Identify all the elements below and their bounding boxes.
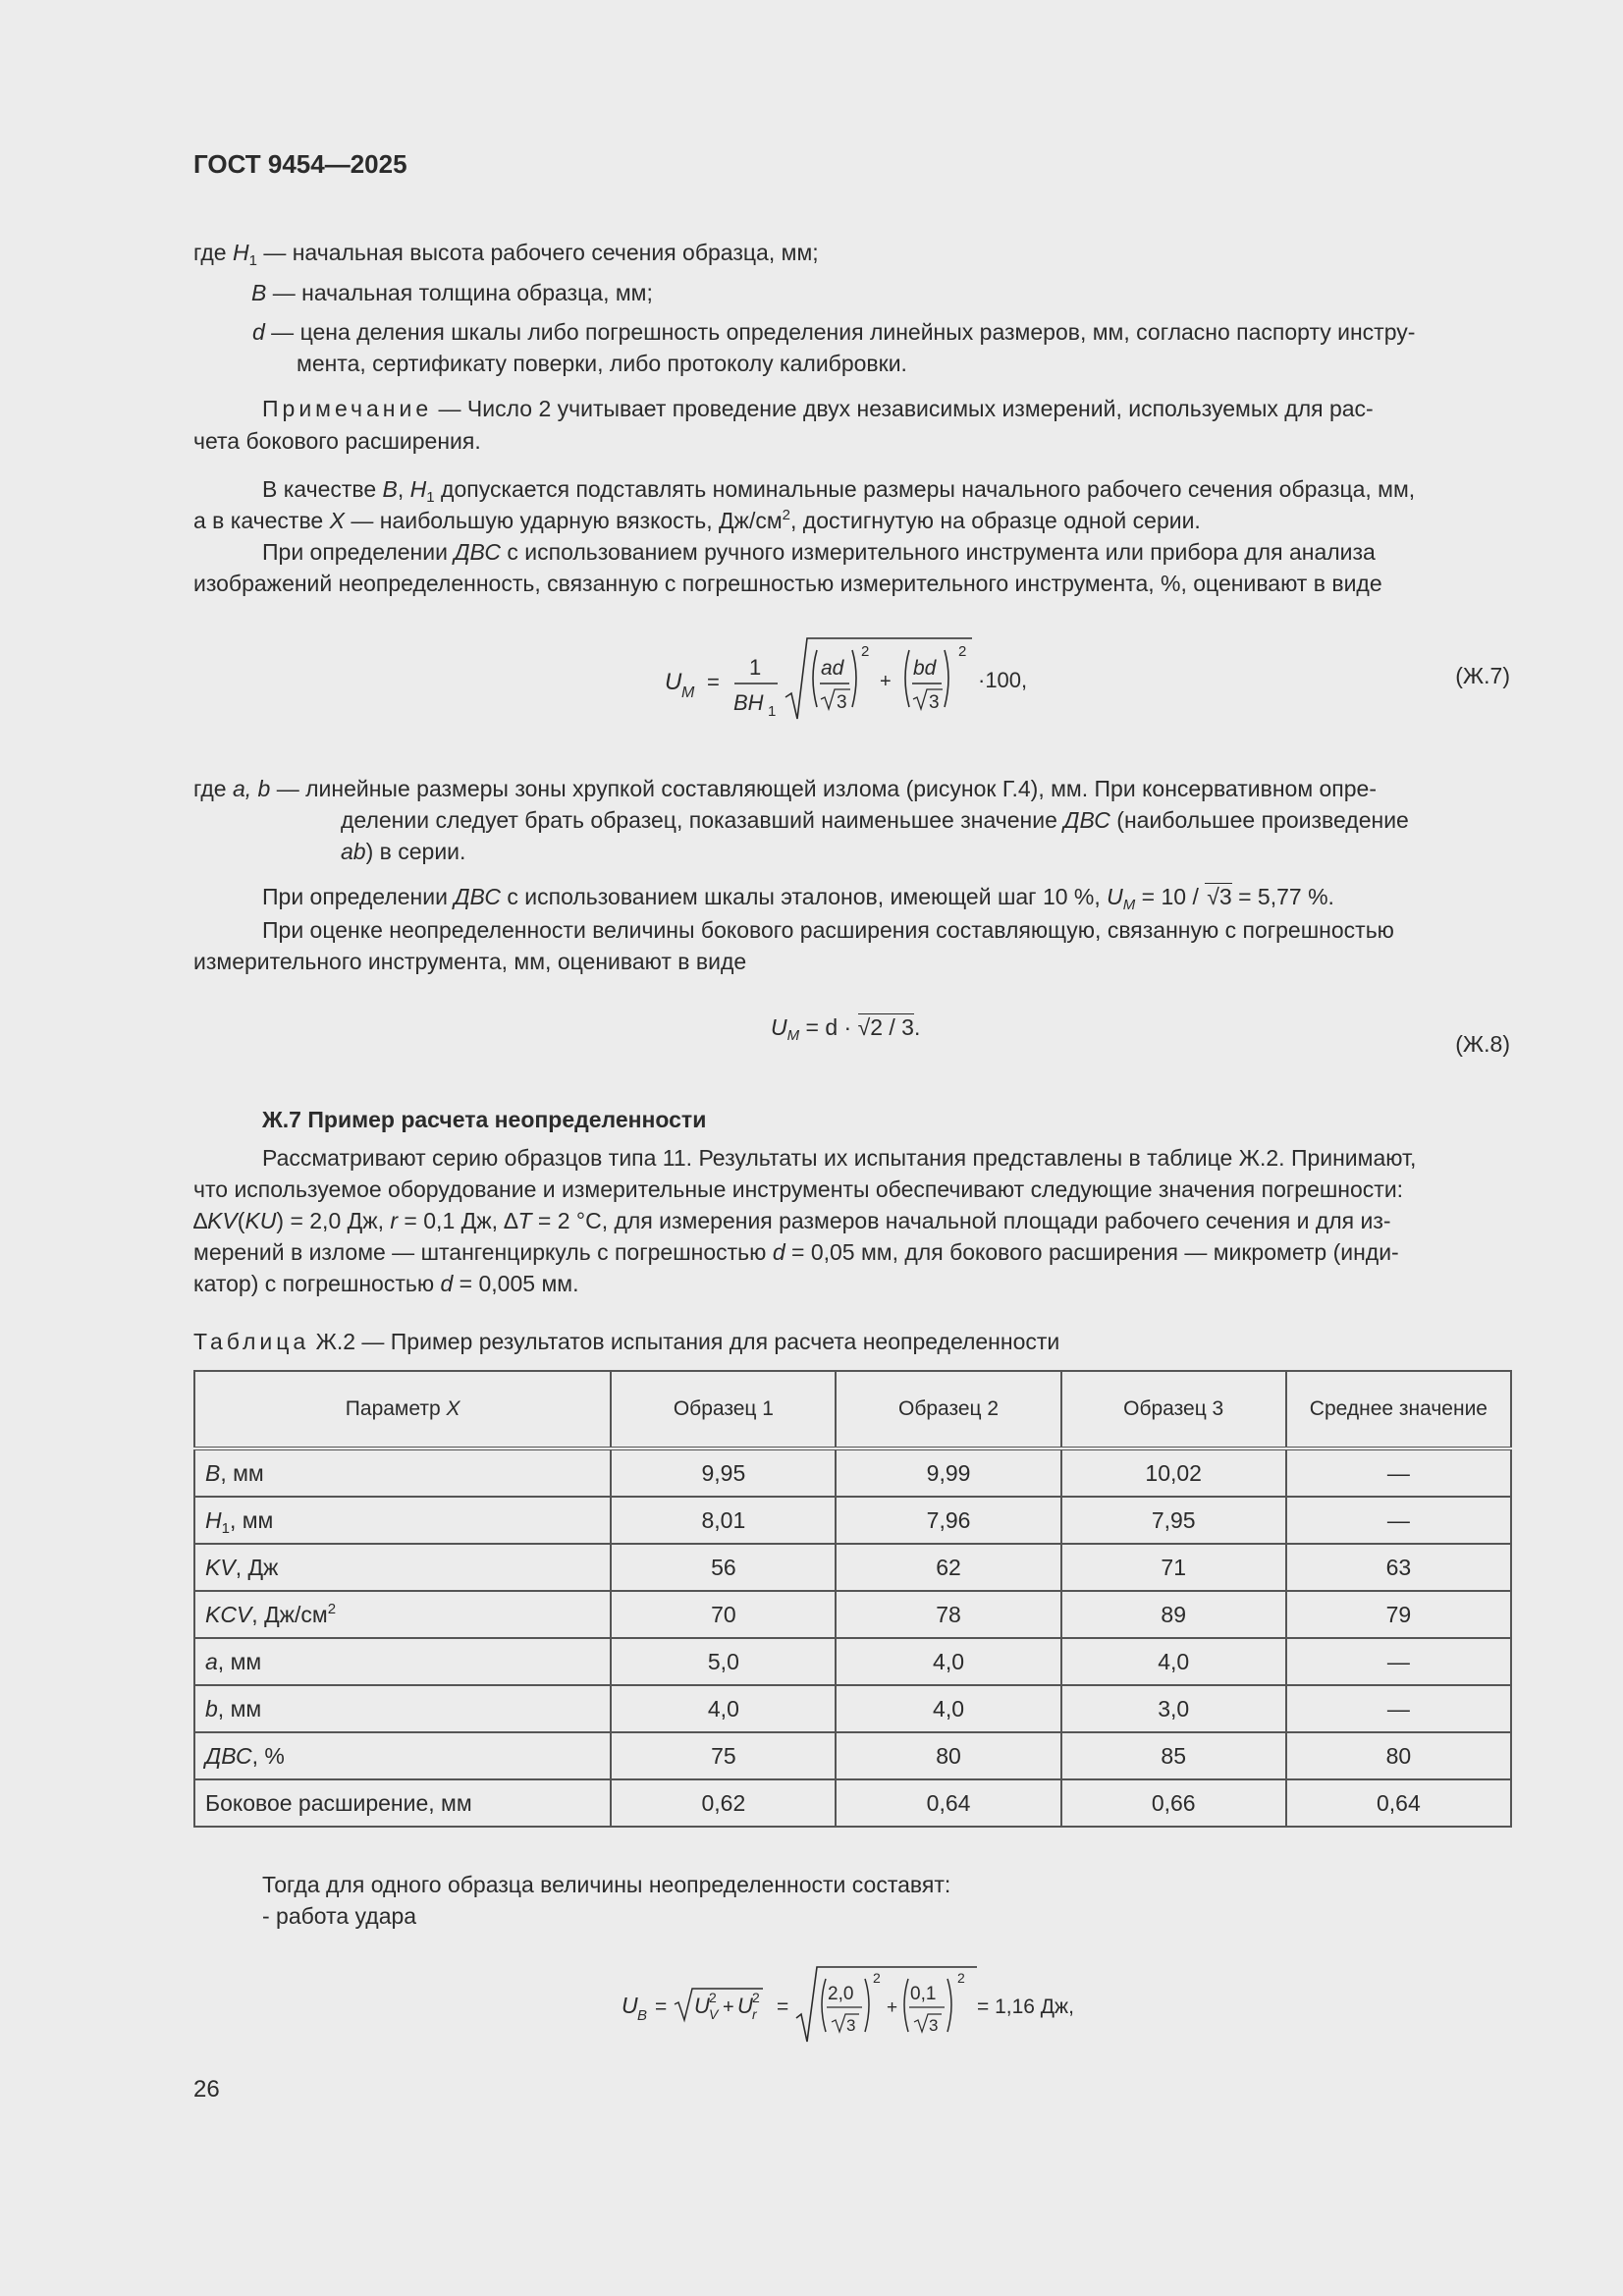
symbol-d: d <box>252 319 265 345</box>
param-txt: , % <box>251 1743 285 1769</box>
param-txt: Боковое расширение, мм <box>205 1790 472 1816</box>
text: ( <box>237 1208 245 1233</box>
table-row <box>194 1544 1511 1591</box>
para5-line5 <box>193 1268 578 1299</box>
value-cell: 0,66 <box>1061 1779 1286 1827</box>
symbol: B <box>382 476 398 502</box>
symbol: d <box>440 1271 454 1296</box>
formula-sub: r <box>752 2006 757 2022</box>
symbol: ДВС <box>454 539 501 565</box>
text: с использованием ручного измерительного инструмента или прибора для анализа <box>500 539 1376 565</box>
param-txt: , мм <box>220 1460 264 1486</box>
definition-ab <box>193 773 1511 804</box>
para2-line1 <box>262 536 1376 568</box>
value-cell: 7,96 <box>836 1497 1060 1544</box>
text: При определении <box>262 884 455 909</box>
formula-ub <box>614 1959 1105 2057</box>
param-txt: , мм <box>217 1649 262 1674</box>
para5-line4 <box>193 1236 1399 1268</box>
definition-text: — начальная толщина образца, мм; <box>266 280 653 305</box>
definition-d <box>252 316 1511 348</box>
value-cell: 4,0 <box>1061 1638 1286 1685</box>
formula-sub: B <box>637 2007 648 2024</box>
formula-pow: 2 <box>861 643 870 660</box>
definition-text: — линейные размеры зоны хрупкой составляющей излома (рисунок Г.4), мм. При консервативном опре- <box>270 776 1378 801</box>
value-cell: 9,95 <box>611 1449 836 1497</box>
radicand: 3 <box>1218 884 1232 909</box>
superscript: 2 <box>782 507 790 523</box>
formula-pow: 2 <box>873 1970 881 1986</box>
formula-den: BH <box>733 690 764 715</box>
text: ∆ <box>193 1208 208 1233</box>
value-cell: 78 <box>836 1591 1060 1638</box>
text: = 10 / <box>1135 884 1206 909</box>
symbol-h: H <box>232 240 249 265</box>
formula-root3: 3 <box>837 692 847 713</box>
text: а в качестве <box>193 508 330 533</box>
formula-pow: 2 <box>752 1990 760 2005</box>
column-header-sample1: Образец 1 <box>611 1371 836 1449</box>
formula-pow: 2 <box>709 1990 717 2005</box>
para1-line2 <box>193 505 1201 536</box>
header-text: Параметр <box>345 1397 447 1420</box>
sqrt-symbol: √3 <box>1207 884 1232 909</box>
symbol-b: B <box>251 280 267 305</box>
value-cell: — <box>1286 1497 1511 1544</box>
para5-line2: что используемое оборудование и измерительные инструменты обеспечивают следующие значения погрешности: <box>193 1176 1404 1202</box>
note-label: Примечание <box>262 396 433 421</box>
table-header-row <box>194 1371 1511 1449</box>
formula-ad: ad <box>821 657 844 680</box>
value-cell: 5,0 <box>611 1638 836 1685</box>
value-cell: 4,0 <box>836 1685 1060 1732</box>
table-row <box>194 1449 1511 1497</box>
table-row <box>194 1497 1511 1544</box>
after-line2: - работа удара <box>262 1903 417 1929</box>
param-sym: KCV <box>205 1602 252 1627</box>
para3 <box>262 881 1334 912</box>
text: = d · <box>799 1014 858 1040</box>
param-txt: , Дж/см <box>251 1602 328 1627</box>
after-line1: Тогда для одного образца величины неопределенности составят: <box>262 1872 951 1897</box>
radicand: 2 / 3 <box>870 1014 914 1040</box>
where-word: где <box>193 776 233 801</box>
text: При определении <box>262 539 455 565</box>
text: с использованием шкалы эталонов, имеющей шаг 10 %, <box>500 884 1108 909</box>
formula-n2: 0,1 <box>910 1984 937 2004</box>
param-cell <box>194 1544 611 1591</box>
text: В качестве <box>262 476 383 502</box>
subscript: M <box>786 1027 800 1044</box>
page-number: 26 <box>193 2076 220 2103</box>
table-row <box>194 1638 1511 1685</box>
value-cell: 8,01 <box>611 1497 836 1544</box>
text: %. <box>1308 884 1334 909</box>
formula-eq: = <box>777 1995 789 2018</box>
text: ) = 2,0 Дж, <box>276 1208 391 1233</box>
value-cell: 85 <box>1061 1732 1286 1779</box>
text: ) в серии. <box>365 839 466 864</box>
param-sym: B <box>205 1460 221 1486</box>
value-cell: 7,95 <box>1061 1497 1286 1544</box>
param-sup: 2 <box>327 1601 337 1617</box>
subscript: 1 <box>426 489 435 506</box>
value-cell: — <box>1286 1638 1511 1685</box>
formula-pow: 2 <box>958 643 967 660</box>
column-header-sample3: Образец 3 <box>1061 1371 1286 1449</box>
where-word: где <box>193 240 227 265</box>
text: — наибольшую ударную вязкость, Дж/см <box>344 508 783 533</box>
caption-label: Таблица <box>193 1329 310 1354</box>
para5-line3 <box>193 1205 1391 1236</box>
para2-line2: изображений неопределенность, связанную с погрешностью измерительного инструмента, %, оценивают в виде <box>193 571 1382 596</box>
param-sym: ДВС <box>205 1743 252 1769</box>
formula-plus: + <box>887 1997 898 2018</box>
column-header-param <box>194 1371 611 1449</box>
formula-root3: 3 <box>846 2016 856 2035</box>
value-cell: 4,0 <box>836 1638 1060 1685</box>
table-row <box>194 1591 1511 1638</box>
para4-line1: При оценке неопределенности величины бокового расширения составляющую, связанную с погрешностью <box>262 917 1394 943</box>
value-cell: 0,64 <box>836 1779 1060 1827</box>
param-sym: a <box>205 1649 218 1674</box>
definition-h1 <box>193 237 819 268</box>
text: допускается подставлять номинальные размеры начального рабочего сечения образца, мм, <box>434 476 1416 502</box>
value-cell: 80 <box>836 1732 1060 1779</box>
param-cell <box>194 1591 611 1638</box>
symbol: KV <box>207 1208 238 1233</box>
formula-lhs: U <box>771 1014 787 1040</box>
text: , достигнутую на образце одной серии. <box>790 508 1201 533</box>
value-cell: 0,64 <box>1286 1779 1511 1827</box>
header-symbol: X <box>446 1397 460 1420</box>
section-heading: Ж.7 Пример расчета неопределенности <box>262 1107 707 1132</box>
param-cell <box>194 1779 611 1827</box>
param-txt: , мм <box>229 1507 274 1533</box>
formula-sub: M <box>681 684 695 701</box>
definition-b <box>251 277 653 308</box>
subscript: 1 <box>248 252 257 269</box>
note-line2: чета бокового расширения. <box>193 428 481 454</box>
symbol: T <box>517 1208 532 1233</box>
formula-eq: = <box>655 1995 668 2018</box>
value-cell: 79 <box>1286 1591 1511 1638</box>
equation-number-zh7: (Ж.7) <box>1455 663 1510 688</box>
table-row <box>194 1779 1511 1827</box>
definition-ab-line2 <box>341 804 1409 836</box>
value-cell: 71 <box>1061 1544 1286 1591</box>
value-cell: 63 <box>1286 1544 1511 1591</box>
text: = 5,77 <box>1231 884 1309 909</box>
value-cell: 80 <box>1286 1732 1511 1779</box>
param-cell <box>194 1497 611 1544</box>
formula-bd: bd <box>913 657 937 680</box>
param-cell <box>194 1685 611 1732</box>
symbol: X <box>329 508 345 533</box>
value-cell: 4,0 <box>611 1685 836 1732</box>
param-txt: , Дж <box>235 1555 279 1580</box>
equation-number-zh8: (Ж.8) <box>1455 1031 1510 1057</box>
formula-tail: ·100, <box>978 668 1028 692</box>
formula-root3: 3 <box>929 2016 939 2035</box>
value-cell: 89 <box>1061 1591 1286 1638</box>
param-sym: H <box>205 1507 222 1533</box>
formula-ur: U <box>737 1994 753 2018</box>
results-table <box>193 1370 1512 1828</box>
symbol: H <box>409 476 427 502</box>
value-cell: 70 <box>611 1591 836 1638</box>
formula-lhs: U <box>665 669 682 695</box>
caption-text: Ж.2 — Пример результатов испытания для расчета неопределенности <box>309 1329 1060 1354</box>
definition-text: — начальная высота рабочего сечения образца, мм; <box>256 240 819 265</box>
param-cell <box>194 1732 611 1779</box>
value-cell: 3,0 <box>1061 1685 1286 1732</box>
text: делении следует брать образец, показавший наименьшее значение <box>341 807 1064 833</box>
table-row <box>194 1732 1511 1779</box>
formula-result: = 1,16 Дж, <box>977 1995 1074 2018</box>
table-caption <box>193 1326 1059 1357</box>
sqrt-symbol: √2 / 3 <box>857 1014 914 1040</box>
param-cell <box>194 1449 611 1497</box>
formula-eq: = <box>707 670 720 694</box>
formula-plus: + <box>880 671 892 692</box>
column-header-mean: Среднее значение <box>1286 1371 1511 1449</box>
value-cell: — <box>1286 1449 1511 1497</box>
value-cell: — <box>1286 1685 1511 1732</box>
symbol: r <box>390 1208 399 1233</box>
param-sym: KV <box>205 1555 236 1580</box>
text: . <box>913 1014 921 1040</box>
table-row <box>194 1685 1511 1732</box>
text: мерений в изломе — штангенциркуль с погрешностью <box>193 1239 773 1265</box>
formula-den-sub: 1 <box>768 703 777 720</box>
document-header: ГОСТ 9454—2025 <box>193 149 407 179</box>
para4-line2: измерительного инструмента, мм, оценивают в виде <box>193 949 747 974</box>
formula-sub: V <box>709 2006 719 2022</box>
para1-line1 <box>262 473 1415 505</box>
symbol: ДВС <box>454 884 501 909</box>
value-cell: 9,99 <box>836 1449 1060 1497</box>
param-sub: 1 <box>221 1520 230 1537</box>
text: = 0,1 Дж, ∆ <box>398 1208 518 1233</box>
text: катор) с погрешностью <box>193 1271 441 1296</box>
formula-lhs: U <box>622 1993 638 2018</box>
text: , <box>397 476 410 502</box>
symbol: ДВС <box>1063 807 1110 833</box>
formula-uv: U <box>694 1994 710 2018</box>
subscript: M <box>1122 897 1136 913</box>
param-cell <box>194 1638 611 1685</box>
note-line1 <box>262 393 1374 424</box>
text: = 2 °C, для измерения размеров начальной площади рабочего сечения и для из- <box>531 1208 1391 1233</box>
formula-num: 1 <box>749 655 762 680</box>
symbol: a, b <box>232 776 271 801</box>
symbol: ab <box>341 839 366 864</box>
note-text: — Число 2 учитывает проведение двух независимых измерений, используемых для рас- <box>432 396 1374 421</box>
formula-zh7 <box>648 629 1080 727</box>
definition-d-cont: мента, сертификату поверки, либо протоколу калибровки. <box>297 351 907 376</box>
formula-root3: 3 <box>929 692 940 713</box>
para5-line1: Рассматривают серию образцов типа 11. Результаты их испытания представлены в таблице Ж.2. Принимают, <box>262 1145 1417 1171</box>
formula-pow: 2 <box>957 1970 965 1986</box>
symbol: d <box>772 1239 785 1265</box>
definition-ab-line3 <box>341 836 465 867</box>
definition-text: — цена деления шкалы либо погрешность определения линейных размеров, мм, согласно паспорту инстру- <box>264 319 1416 345</box>
value-cell: 0,62 <box>611 1779 836 1827</box>
text: = 0,005 мм. <box>453 1271 579 1296</box>
formula-zh8 <box>771 1011 920 1043</box>
value-cell: 56 <box>611 1544 836 1591</box>
table-body <box>194 1449 1511 1827</box>
text: (наибольшее произведение <box>1109 807 1409 833</box>
value-cell: 75 <box>611 1732 836 1779</box>
param-sym: b <box>205 1696 218 1722</box>
formula-plus: + <box>723 1996 734 2018</box>
value-cell: 62 <box>836 1544 1060 1591</box>
formula-u: U <box>1107 884 1123 909</box>
column-header-sample2: Образец 2 <box>836 1371 1060 1449</box>
param-txt: , мм <box>217 1696 262 1722</box>
text: = 0,05 мм, для бокового расширения — микрометр (инди- <box>784 1239 1399 1265</box>
value-cell: 10,02 <box>1061 1449 1286 1497</box>
formula-n1: 2,0 <box>828 1984 854 2004</box>
symbol: KU <box>244 1208 277 1233</box>
